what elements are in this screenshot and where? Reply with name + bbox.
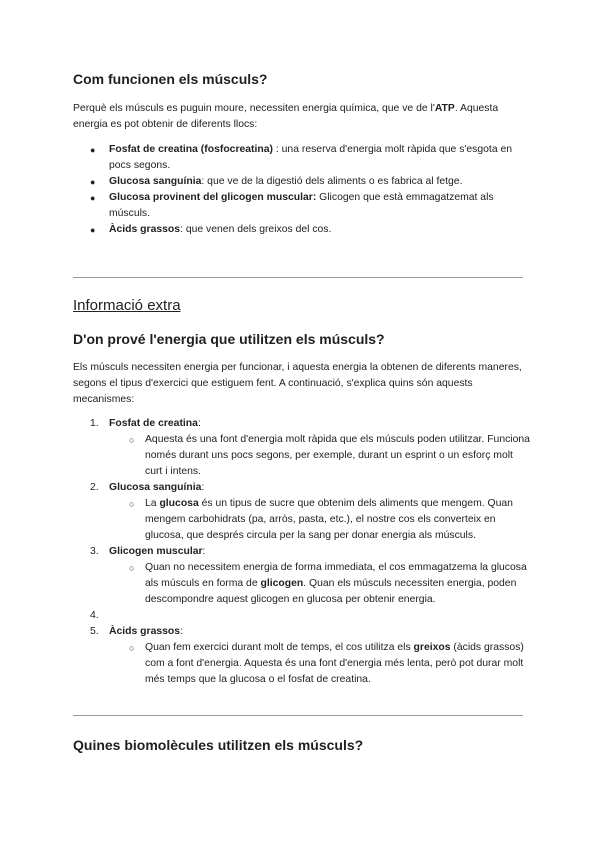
heading-energy-origin: D'on prové l'energia que utilitzen els músculs? — [73, 331, 385, 347]
bullet-icon: ● — [90, 193, 96, 203]
intro-paragraph: Perquè els músculs es puguin moure, necessiten energia química, que ve de l'ATP. Aquesta energia es pot obtenir de diferents llocs: — [73, 103, 499, 130]
circle-bullet-icon: ○ — [129, 563, 135, 573]
list-item: 1. Fosfat de creatina: ○ Aquesta és una font d'energia molt ràpida que els músculs poden utilitzar. Funciona només durant uns pocs segons, per exemple, durant un esprint o un esforç molt curt i intens. — [73, 416, 531, 480]
bullet-icon: ● — [90, 225, 96, 235]
list-item: 2. Glucosa sanguínia: ○ La glucosa és un tipus de sucre que obtenim dels aliments que mengem. Quan mengem carbohidrats (pa, arròs, pasta, etc.), el nostre cos els converteix en glucosa, que després circula per la sang per donar energia als músculs. — [73, 480, 531, 544]
circle-bullet-icon: ○ — [129, 499, 135, 509]
heading-biomolecules: Quines biomolècules utilitzen els músculs? — [73, 737, 364, 753]
energy-sources-list — [73, 142, 531, 238]
energy-intro-paragraph: Els músculs necessiten energia per funcionar, i aquesta energia la obtenen de diferents maneres, segons el tipus d'exercici que estiguem fent. A continuació, s'explica quins són aquests mecanismes: — [73, 362, 522, 405]
extra-info-title: Informació extra — [73, 297, 181, 314]
list-item: 4. — [90, 610, 99, 621]
sub-list-item: ○ Quan fem exercici durant molt de temps, el cos utilitza els greixos (àcids grassos) com a font d'energia. Aquesta és una font d'energia més lenta, però pot durar molt més temps que la glucosa o el fosfat de creatina. — [129, 642, 524, 685]
mechanisms-list — [73, 416, 531, 688]
list-item: 3. Glicogen muscular: ○ Quan no necessitem energia de forma immediata, el cos emmagatzema la glucosa als músculs en forma de glicogen. Quan els músculs necessiten energia, poden descompondre aquest glicogen en glucosa per obtenir energia. — [73, 544, 531, 608]
list-item: 5. Àcids grassos: ○ Quan fem exercici durant molt de temps, el cos utilitza els greixos (àcids grassos) com a font d'energia. Aquesta és una font d'energia més lenta, però pot durar molt més temps que la glucosa o el fosfat de creatina. — [73, 624, 531, 688]
sub-list-item: ○ Aquesta és una font d'energia molt ràpida que els músculs poden utilitzar. Funciona només durant uns pocs segons, per exemple, durant un esprint o un esforç molt curt i intens. — [129, 434, 530, 477]
horizontal-divider — [73, 715, 523, 716]
list-item: ● Glucosa provinent del glicogen muscular: Glicogen que està emmagatzemat als músculs. — [90, 192, 494, 219]
bullet-icon: ● — [90, 145, 96, 155]
horizontal-divider — [73, 277, 523, 278]
sub-list-item: ○ Quan no necessitem energia de forma immediata, el cos emmagatzema la glucosa als músculs en forma de glicogen. Quan els músculs necessiten energia, poden descompondre aquest glicogen en glucosa per obtenir energia. — [129, 562, 527, 605]
circle-bullet-icon: ○ — [129, 435, 135, 445]
list-item: ● Glucosa sanguínia: que ve de la digestió dels aliments o es fabrica al fetge. — [73, 174, 531, 190]
sub-list-item: ○ La glucosa és un tipus de sucre que obtenim dels aliments que mengem. Quan mengem carbohidrats (pa, arròs, pasta, etc.), el nostre cos els converteix en glucosa, que després circula per la sang per donar energia als músculs. — [129, 498, 513, 541]
list-item: ● Fosfat de creatina (fosfocreatina) : una reserva d'energia molt ràpida que s'esgota en pocs segons. — [90, 144, 513, 171]
list-item: ● Àcids grassos: que venen dels greixos del cos. — [73, 222, 531, 238]
circle-bullet-icon: ○ — [129, 643, 135, 653]
heading-how-muscles-work: Com funcionen els músculs? — [73, 71, 268, 87]
bullet-icon: ● — [90, 177, 96, 187]
